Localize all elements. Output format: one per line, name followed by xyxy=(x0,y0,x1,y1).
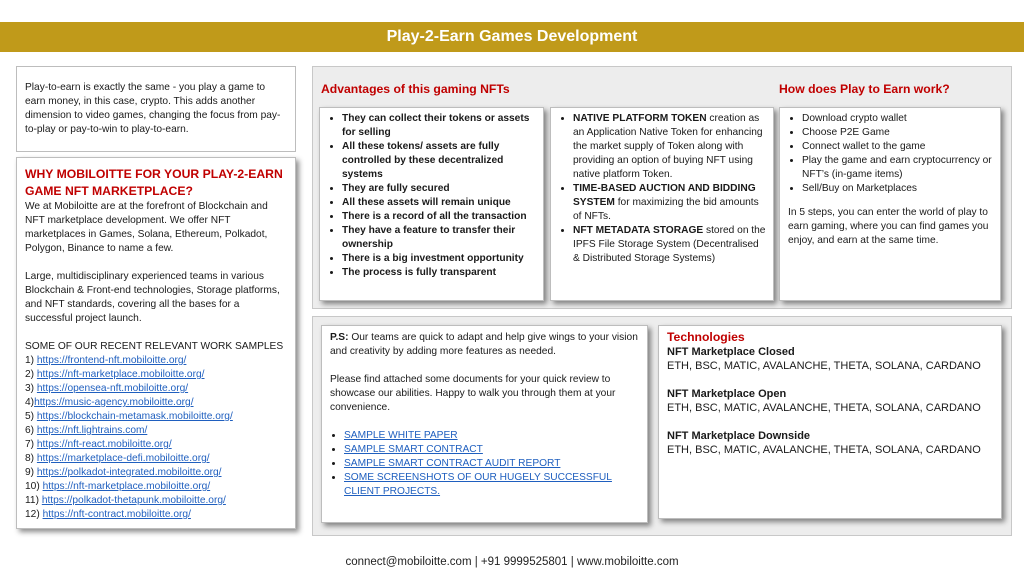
advantages-list xyxy=(328,112,537,280)
sample-row xyxy=(25,438,287,452)
sample-number: 2) xyxy=(25,369,37,380)
sample-number: 6) xyxy=(25,425,37,436)
sample-link[interactable]: https://polkadot-thetapunk.mobiloitte.org/ xyxy=(41,495,226,506)
sample-number: 9) xyxy=(25,467,37,478)
advantage-item: • The process is fully transparent xyxy=(342,266,537,280)
sample-link[interactable]: https://marketplace-defi.mobiloitte.org/ xyxy=(36,453,210,464)
advantage-item: • There is a big investment opportunity xyxy=(342,252,537,266)
why-paragraph-2: Large, multidisciplinary experienced teams in various Blockchain & Front-end technologies, Storage platforms, and NFT standards, covering all the bases for a successful project launch. xyxy=(25,271,280,324)
sample-row xyxy=(25,410,287,424)
ps-text: Our teams are quick to adapt and help give wings to your vision and creativity by adding more features as needed. xyxy=(330,332,638,357)
intro-text: Play-to-earn is exactly the same - you play a game to earn money, in this case, crypto. This adds another dimension to video games, changing the focus from pay-to-play or pay-to-win to play-to-earn. xyxy=(25,82,281,135)
sample-number: 4) xyxy=(25,397,35,408)
ps-label: P.S: xyxy=(330,332,349,343)
feature-desc: creation as an Application Native Token for enhancing the market supply of Token along with providing an option of buying NFT using native platform Token. xyxy=(573,113,763,180)
tech-group-chains: ETH, BSC, MATIC, AVALANCHE, THETA, SOLANA, CARDANO xyxy=(667,360,981,372)
document-link-item xyxy=(344,471,639,499)
feature-title: NFT METADATA STORAGE xyxy=(573,225,704,236)
sample-link[interactable]: https://opensea-nft.mobiloitte.org/ xyxy=(36,383,189,394)
why-box xyxy=(16,157,296,529)
sample-link[interactable]: https://frontend-nft.mobiloitte.org/ xyxy=(36,355,187,366)
sample-link[interactable]: https://nft-contract.mobiloitte.org/ xyxy=(42,509,191,520)
advantage-item: • They are fully secured xyxy=(342,182,537,196)
sample-row xyxy=(25,480,287,494)
sample-row xyxy=(25,494,287,508)
document-link-item xyxy=(344,443,639,457)
sample-link[interactable]: https://music-agency.mobiloitte.org/ xyxy=(34,397,194,408)
tech-box xyxy=(658,325,1002,519)
sample-link[interactable]: https://polkadot-integrated.mobiloitte.org/ xyxy=(36,467,222,478)
advantage-item: • There is a record of all the transaction xyxy=(342,210,537,224)
sample-number: 3) xyxy=(25,383,37,394)
why-heading: WHY MOBILOITTE FOR YOUR PLAY-2-EARN GAME NFT MARKETPLACE? xyxy=(25,167,283,198)
sample-link[interactable]: https://nft-marketplace.mobiloitte.org/ xyxy=(42,481,211,492)
sample-row xyxy=(25,368,287,382)
sample-number: 10) xyxy=(25,481,43,492)
sample-number: 12) xyxy=(25,509,43,520)
sample-row xyxy=(25,452,287,466)
how-heading: How does Play to Earn work? xyxy=(779,82,950,96)
sample-row xyxy=(25,382,287,396)
ps-box xyxy=(321,325,648,523)
sample-row xyxy=(25,424,287,438)
features-list xyxy=(559,112,767,266)
tech-groups xyxy=(667,345,993,457)
tech-group xyxy=(667,429,993,457)
tech-group-name: NFT Marketplace Downside xyxy=(667,430,811,442)
sample-number: 1) xyxy=(25,355,37,366)
document-links xyxy=(330,429,639,499)
document-link[interactable]: SAMPLE SMART CONTRACT xyxy=(344,444,483,455)
step-item: • Connect wallet to the game xyxy=(802,140,994,154)
tech-heading: Technologies xyxy=(667,330,745,344)
tech-group-name: NFT Marketplace Open xyxy=(667,388,787,400)
step-item: • Download crypto wallet xyxy=(802,112,994,126)
tech-group xyxy=(667,387,993,415)
tech-group-name: NFT Marketplace Closed xyxy=(667,346,795,358)
sample-number: 5) xyxy=(25,411,37,422)
feature-title: NATIVE PLATFORM TOKEN xyxy=(573,113,707,124)
advantages-heading: Advantages of this gaming NFTs xyxy=(321,82,510,96)
sample-number: 7) xyxy=(25,439,37,450)
sample-number: 8) xyxy=(25,453,37,464)
samples-list xyxy=(25,354,287,522)
advantage-item: • They have a feature to transfer their ownership xyxy=(342,224,537,252)
sample-number: 11) xyxy=(25,495,42,506)
document-link-item xyxy=(344,457,639,471)
advantage-item: • They can collect their tokens or assets for selling xyxy=(342,112,537,140)
document-link-item xyxy=(344,429,639,443)
feature-desc: stored on the IPFS File Storage System (Decentralised & Distributed Storage Systems) xyxy=(573,225,766,264)
how-box xyxy=(779,107,1001,301)
sample-row xyxy=(25,466,287,480)
steps-list xyxy=(788,112,994,196)
sample-row xyxy=(25,396,287,410)
tech-group-chains: ETH, BSC, MATIC, AVALANCHE, THETA, SOLANA, CARDANO xyxy=(667,444,981,456)
sample-row xyxy=(25,354,287,368)
sample-link[interactable]: https://nft-react.mobiloitte.org/ xyxy=(36,439,172,450)
feature-item xyxy=(573,182,767,224)
document-link[interactable]: SOME SCREENSHOTS OF OUR HUGELY SUCCESSFUL CLIENT PROJECTS. xyxy=(344,472,612,497)
advantages-list-box xyxy=(319,107,544,301)
sample-row xyxy=(25,508,287,522)
feature-desc: for maximizing the bid amounts of NFTs. xyxy=(573,197,759,222)
how-summary: In 5 steps, you can enter the world of play to earn gaming, where you can find games you enjoy, and earn at the same time. xyxy=(788,207,989,246)
contact-footer: connect@mobiloitte.com | +91 9999525801 | www.mobiloitte.com xyxy=(345,556,679,568)
sample-link[interactable]: https://blockchain-metamask.mobiloitte.org/ xyxy=(36,411,233,422)
sample-link[interactable]: https://nft.lightrains.com/ xyxy=(36,425,148,436)
document-link[interactable]: SAMPLE SMART CONTRACT AUDIT REPORT xyxy=(344,458,561,469)
feature-item xyxy=(573,112,767,182)
advantage-item: • All these assets will remain unique xyxy=(342,196,537,210)
page-title: Play-2-Earn Games Development xyxy=(386,28,638,45)
ps-paragraph xyxy=(330,331,639,359)
step-item: • Sell/Buy on Marketplaces xyxy=(802,182,994,196)
feature-item xyxy=(573,224,767,266)
samples-heading: SOME OF OUR RECENT RELEVANT WORK SAMPLES xyxy=(25,341,284,352)
sample-link[interactable]: https://nft-marketplace.mobiloitte.org/ xyxy=(36,369,205,380)
document-link[interactable]: SAMPLE WHITE PAPER xyxy=(344,430,458,441)
title-bar xyxy=(0,22,1024,52)
ps-paragraph-2: Please find attached some documents for your quick review to showcase our abilities. Happy to walk you through them at your convenience. xyxy=(330,374,616,413)
why-paragraph-1: We at Mobiloitte are at the forefront of Blockchain and NFT marketplace development. We offer NFT marketplaces in Games, Solana, Ethereum, Polkadot, Polygon, Binance to name a few. xyxy=(25,201,268,254)
tech-group xyxy=(667,345,993,373)
step-item: • Choose P2E Game xyxy=(802,126,994,140)
step-item: • Play the game and earn cryptocurrency or NFT’s (in-game items) xyxy=(802,154,994,182)
intro-box xyxy=(16,66,296,152)
feature-title: TIME-BASED AUCTION AND BIDDING SYSTEM xyxy=(573,183,756,208)
features-box xyxy=(550,107,774,301)
advantage-item: • All these tokens/ assets are fully controlled by these decentralized systems xyxy=(342,140,537,182)
tech-group-chains: ETH, BSC, MATIC, AVALANCHE, THETA, SOLANA, CARDANO xyxy=(667,402,981,414)
